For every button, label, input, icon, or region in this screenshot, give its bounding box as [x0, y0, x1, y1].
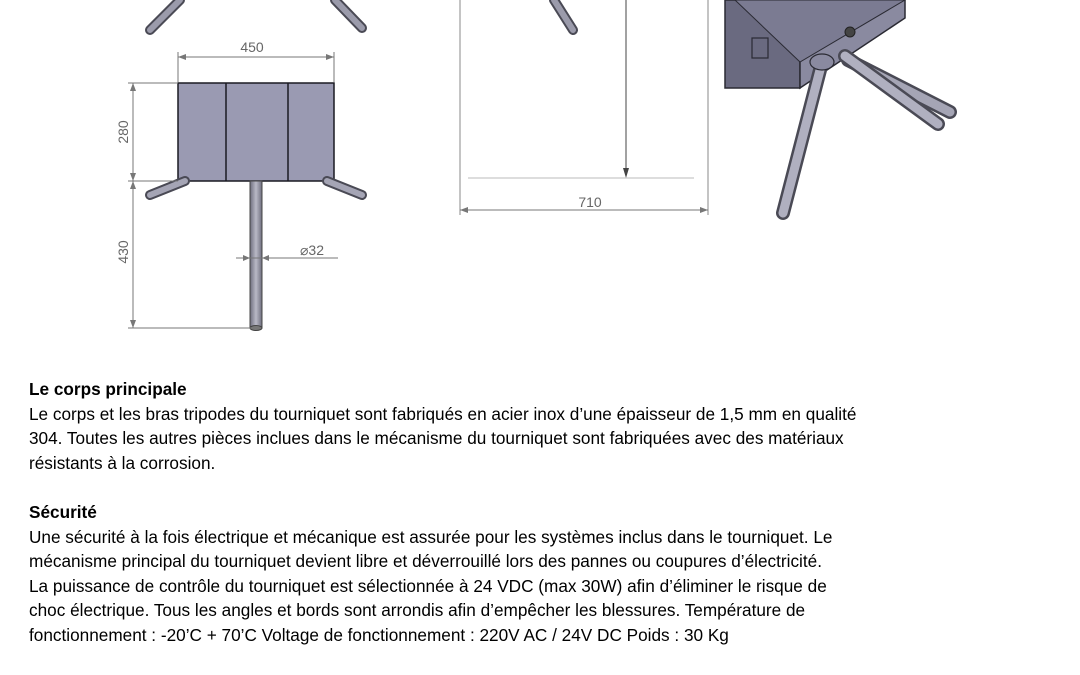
diameter-dimension-32: ⌀32 [300, 242, 325, 258]
paragraph-line: La puissance de contrôle du tourniquet est sélectionnée à 24 VDC (max 30W) afin d’éliminer le risque de [29, 575, 827, 596]
side-view-drawing [460, 0, 708, 215]
paragraph-line: fonctionnement : -20’C + 70’C Voltage de fonctionnement : 220V AC / 24V DC Poids : 30 Kg [29, 624, 729, 645]
width-dimension-450: 450 [240, 39, 264, 55]
paragraph-line: 304. Toutes les autres pièces inclues dans le mécanisme du tourniquet sont fabriquées avec des matériaux [29, 428, 844, 448]
paragraph-line: mécanisme principal du tourniquet devient libre et déverrouillé lors des pannes ou coupures d’électricité. [29, 551, 822, 571]
paragraph-line: Une sécurité à la fois électrique et mécanique est assurée pour les systèmes inclus dans le tourniquet. Le [29, 526, 833, 547]
paragraph-line: Le corps et les bras tripodes du tourniquet sont fabriqués en acier inox d’une épaisseur de 1,5 mm en qualité [29, 403, 857, 424]
width-dimension-710: 710 [578, 194, 602, 210]
section-heading-main-body: Le corps principale [29, 379, 187, 399]
height-dimension-280: 280 [115, 120, 131, 144]
front-view-drawing [115, 0, 362, 331]
paragraph-line: choc électrique. Tous les angles et bords sont arrondis afin d’empêcher les blessures. Température de [29, 600, 806, 620]
section-heading-security: Sécurité [29, 502, 97, 522]
height-dimension-430: 430 [115, 240, 131, 264]
section-security [29, 500, 1059, 647]
paragraph-line: résistants à la corrosion. [29, 452, 216, 473]
section-main-body [29, 377, 1059, 475]
isometric-view-drawing [725, 0, 950, 213]
